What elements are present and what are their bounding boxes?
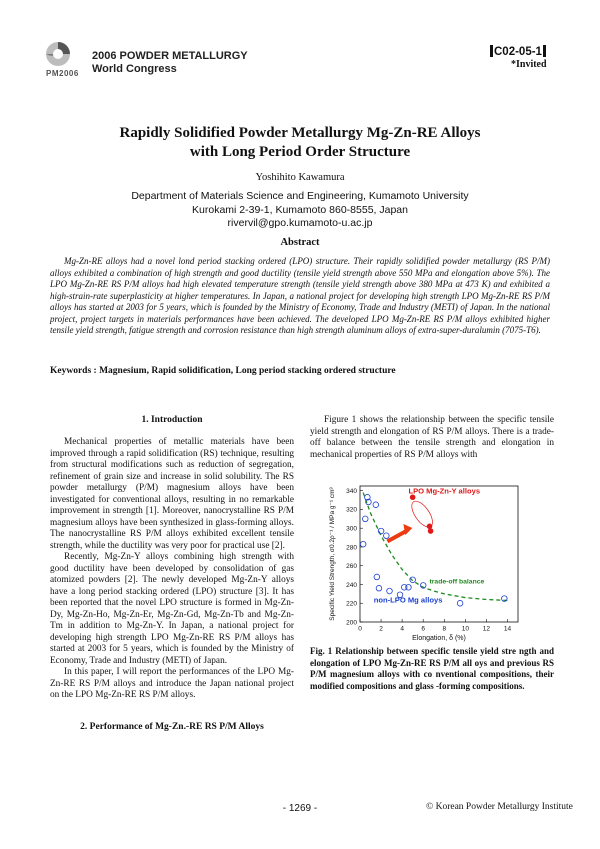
- y-tick-label: 280: [346, 544, 357, 552]
- right-paragraph-1: Figure 1 shows the relationship between the specific tensile yield strength and elongation of RS P/M alloys. There is a trade-off balance between the tensile strength and elongation in mechanical properties of RS P/M alloys with: [310, 415, 554, 460]
- keywords: Keywords : Magnesium, Rapid solidification, Long period stacking ordered structure: [50, 366, 396, 376]
- abstract-heading: Abstract: [280, 237, 320, 248]
- x-tick-label: 6: [421, 625, 426, 633]
- abstract-text: Mg-Zn-RE alloys had a novel lond period stacking ordered (LPO) structure. Their rapidly solidified powder metallurgy (RS P/M) alloys exhibited a combination of high strength and good ductility (tensile yield strength above 550 MPa and elongation above 5%). The LPO Mg-Zn-RE RS P/M alloys had high elevated temperature strength (tensile yield strength above 380 MPa at 473 K) and exhibited a high-strain-rate superplasticity at higher temperatures. In Japan, a national project for developing high strength LPO Mg-Zn-RE RS P/M alloys has started at 2003 for 5 years, which is founded by the Ministry of Economy, Trade and Industry (METI) of Japan. In the national project, project targets in materials performances have been achieved. The developed LPO Mg-Zn-RE RS P/M alloys exhibited higher tensile yield strength, fatigue strength and corrosion resistance than high strength aluminum alloys of extra-super-duralumin (7075-T6).: [50, 256, 550, 335]
- intro-paragraph-2: Recently, Mg-Zn-Y alloys combining high strength with good ductility have been developed by consolidation of gas atomized powders [2]. The newly developed Mg-Zn-Y alloys have a long period stacking ordered (LPO) structure [3]. It has been reported that the novel LPO structure is formed in Mg-Zn-Dy, Mg-Zn-Ho, Mg-Zn-Er, Mg-Zn-Gd, Mg-Zn-Tb and Mg-Zn-Tm in addition to Mg-Zn-Y. In Japan, a national project for developing high strength LPO Mg-Zn-RE RS P/M alloys has started at 2003 for 5 years, which is founded by the Ministry of Economy, Trade and Industry (METI) of Japan.: [50, 552, 294, 666]
- x-tick-label: 10: [461, 625, 469, 633]
- y-tick-label: 320: [346, 506, 357, 514]
- section2-heading: 2. Performance of Mg-Zn.-RE RS P/M Alloys: [80, 722, 264, 732]
- title-line1: Rapidly Solidified Powder Metallurgy Mg-Zn-RE Alloys: [119, 125, 481, 141]
- nonlpo-data-point: [362, 516, 368, 522]
- page-number: - 1269 -: [282, 803, 318, 814]
- copyright: © Korean Powder Metallurgy Institute: [426, 802, 573, 812]
- nonlpo-data-point: [387, 588, 393, 594]
- figure-1-chart: [326, 482, 526, 642]
- right-column: [310, 415, 554, 461]
- nonlpo-data-point: [378, 528, 384, 534]
- nonlpo-data-point: [406, 584, 412, 590]
- affiliation-line1: Department of Materials Science and Engineering, Kumamoto University: [131, 190, 469, 202]
- paper-title: [0, 124, 600, 162]
- lpo-annotation: LPO Mg-Zn-Y alloys: [408, 486, 481, 496]
- trade-off-annotation: trade-off balance: [429, 578, 485, 586]
- affiliation: [0, 190, 600, 231]
- y-tick-label: 200: [346, 619, 357, 627]
- intro-paragraph-3: In this paper, I will report the performances of the LPO Mg-Zn-RE RS P/M alloys and introduce the Japan national project on the LPO Mg-Zn-RE RS P/M alloys.: [50, 667, 294, 700]
- affiliation-line2: Kurokami 2-39-1, Kumamoto 860-8555, Japan: [192, 203, 408, 216]
- invited-label: *Invited: [511, 59, 547, 70]
- email: rivervil@gpo.kumamoto-u.ac.jp: [227, 217, 373, 229]
- paper-code-text: C02-05-1: [494, 46, 542, 58]
- conference-name: [92, 50, 248, 76]
- logo-text: PM2006: [46, 69, 79, 78]
- paper-code: [489, 45, 547, 58]
- left-column: [50, 437, 294, 702]
- nonlpo-data-point: [374, 574, 380, 580]
- x-tick-label: 14: [503, 625, 512, 633]
- x-axis-label: Elongation, δ (%): [412, 635, 466, 642]
- intro-heading: 1. Introduction: [141, 415, 203, 425]
- conference-line1: 2006 POWDER METALLURGY: [92, 50, 248, 62]
- y-tick-label: 340: [346, 487, 357, 495]
- figure-caption: Fig. 1 Relationship between specific tensile yield stre ngth and elongation of LPO Mg-Zn-RE RS P/M all oys and previous RS P/M magnesium alloys with co nventional compositions, their modified compositions and glass -forming compositions.: [310, 646, 554, 691]
- x-tick-label: 12: [482, 625, 491, 633]
- nonlpo-data-point: [376, 585, 382, 591]
- author: Yoshihito Kawamura: [255, 172, 345, 183]
- x-tick-label: 4: [400, 625, 404, 633]
- nonlpo-data-point: [457, 600, 463, 606]
- x-tick-label: 0: [358, 625, 362, 633]
- title-line2: with Long Period Order Structure: [189, 144, 411, 160]
- lpo-data-point: [427, 524, 433, 530]
- x-tick-label: 2: [379, 625, 383, 633]
- improvement-arrow-shaft: [387, 531, 406, 541]
- nonlpo-data-point: [360, 541, 366, 547]
- intro-paragraph-1: Mechanical properties of metallic materials have been improved through a rapid solidification (RS) technique, resulting from structural modifications such as reduction of segregation, refinement of grain size and increase in solid solubility. The RS powder metallurgy (P/M) magnesium alloys have been investigated for conventional alloys, resulting in no remarkable improvement in strength [1]. Moreover, nanocrystalline RS P/M magnesium alloys have been synthesized in glass-forming alloys. The nanocrystalline RS P/M alloys exhibited excellent tensile strength, while the ductility was very poor for practical use [2].: [50, 437, 294, 551]
- x-tick-label: 8: [442, 625, 447, 633]
- lpo-data-point: [428, 528, 434, 534]
- conference-line2: World Congress: [92, 63, 177, 75]
- y-tick-label: 220: [346, 600, 357, 608]
- y-tick-label: 240: [346, 581, 357, 589]
- y-tick-label: 300: [346, 525, 357, 533]
- nonlpo-data-point: [384, 533, 390, 539]
- y-axis-label: Specific Yield Strength, σ0.2ρ⁻¹ / MPa g⁻¹ cm³: [329, 487, 336, 621]
- y-tick-label: 260: [346, 563, 357, 571]
- nonlpo-data-point: [373, 502, 379, 508]
- nonlpo-annotation: non-LPO Mg alloys: [373, 595, 443, 605]
